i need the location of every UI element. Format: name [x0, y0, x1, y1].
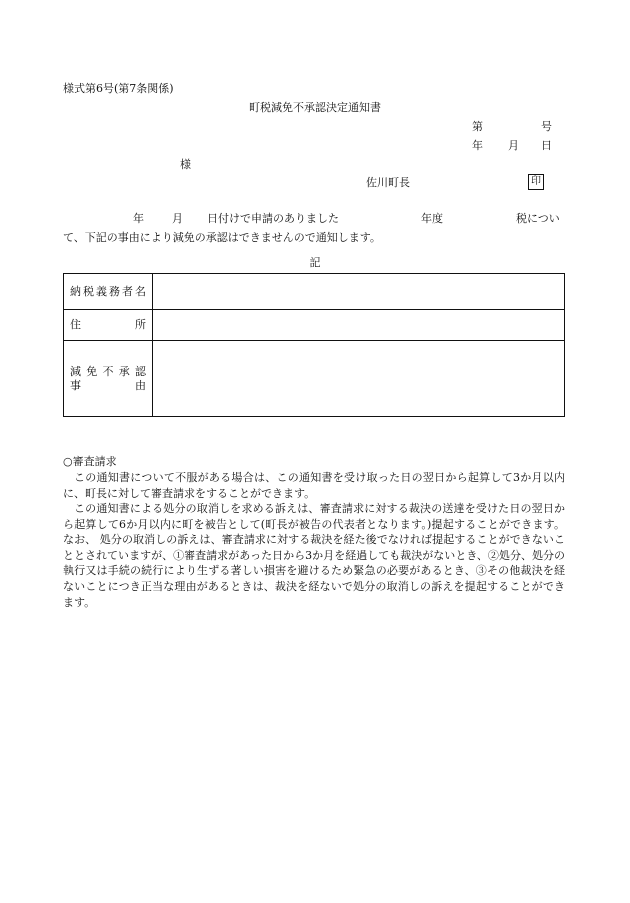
- application-text: 日付けで申請のありました: [207, 212, 339, 225]
- review-paragraph-2: この通知書による処分の取消しを求める訴えは、審査請求に対する裁決の送達を受けた日の翌日から起算して6か月以内に町を被告として(町長が被告の代表者となります。)提起することができます。なお、 処分の取消しの訴えは、審査請求に対する裁決を経た後でなければ提起することができないこととされていますが、①審査請求があった日から3か月を経過しても裁決がないとき、②処分、処分の執行又は手続の続行により生ずる著しい損害を避けるため緊急の必要があるとき、③その他裁決を経ないことにつき正当な理由があるときは、裁決を経ないで処分の取消しの訴えを提起することができます。: [63, 502, 565, 609]
- label-char: 事: [70, 378, 81, 392]
- seal-mark: 印: [528, 174, 544, 190]
- date-year-label: 年: [472, 139, 483, 152]
- table-row: [64, 310, 565, 341]
- table-row: [64, 274, 565, 310]
- review-paragraph-1: この通知書について不服がある場合は、この通知書を受け取った日の翌日から起算して3か月以内に、町長に対して審査請求をすることができます。: [63, 471, 565, 500]
- address-label: [70, 318, 146, 332]
- label-char: 減: [70, 364, 81, 378]
- table-row: [64, 341, 565, 417]
- reason-label-line: [70, 379, 146, 393]
- address-label-cell: [64, 310, 153, 341]
- notice-sentence: て、下記の事由により減免の承認はできませんので通知します。: [63, 231, 381, 244]
- review-section-title: ○審査請求: [63, 455, 117, 468]
- label-char: 務: [109, 284, 120, 298]
- label-char: 認: [135, 364, 146, 378]
- details-table: [63, 273, 565, 417]
- label-char: 所: [135, 318, 146, 331]
- label-char: 納: [70, 284, 81, 298]
- document-number-prefix: 第: [472, 120, 483, 133]
- issuer-name: 佐川町長: [366, 176, 410, 189]
- fiscal-year-label: 年度: [421, 212, 443, 225]
- taxpayer-label: [70, 285, 146, 299]
- label-char: 免: [86, 364, 98, 378]
- date-day-label: 日: [541, 139, 552, 152]
- reason-value-cell[interactable]: [153, 341, 565, 417]
- reason-label-cell: [64, 341, 153, 417]
- document-title: 町税減免不承認決定通知書: [249, 101, 381, 114]
- application-year-label: 年: [133, 212, 144, 225]
- form-number: 様式第6号(第7条関係): [63, 82, 174, 95]
- address-value-cell[interactable]: [153, 310, 565, 341]
- reason-label: [70, 365, 146, 393]
- label-char: 由: [135, 378, 146, 392]
- label-char: 住: [70, 318, 81, 331]
- reason-label-line: [70, 365, 146, 379]
- label-char: 税: [83, 284, 94, 298]
- taxpayer-label-cell: [64, 274, 153, 310]
- label-char: 名: [135, 284, 146, 298]
- label-char: 承: [118, 364, 130, 378]
- label-char: 義: [96, 284, 107, 298]
- date-month-label: 月: [508, 139, 519, 152]
- label-char: 不: [102, 364, 114, 378]
- document-number-suffix: 号: [541, 120, 552, 133]
- label-char: 者: [122, 284, 133, 298]
- taxpayer-value-cell[interactable]: [153, 274, 565, 310]
- application-month-label: 月: [172, 212, 183, 225]
- addressee-honorific: 様: [180, 158, 191, 171]
- tax-suffix: 税につい: [516, 212, 560, 225]
- ki-heading: 記: [309, 256, 321, 269]
